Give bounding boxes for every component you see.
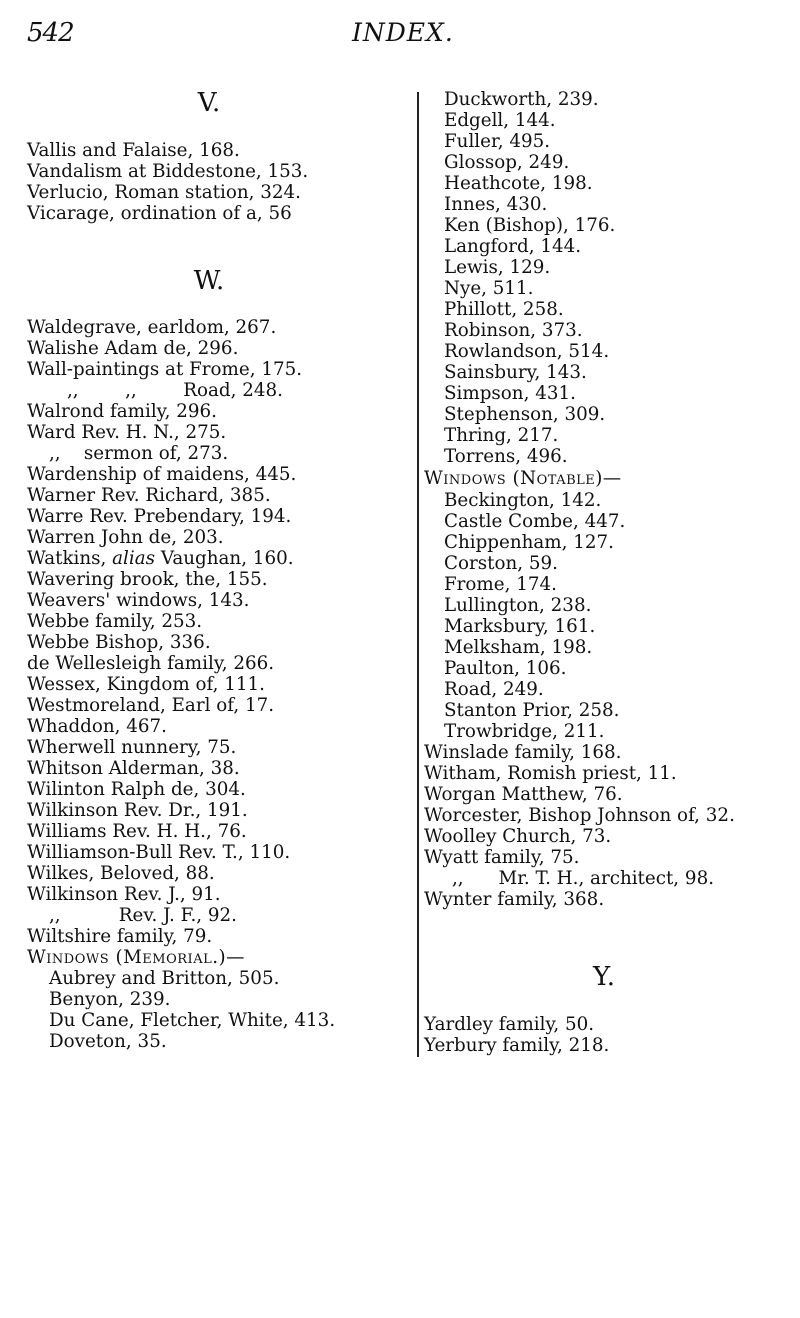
index-entry: Wardenship of maidens, 445. bbox=[27, 464, 297, 485]
index-subentry: Trowbridge, 211. bbox=[444, 721, 605, 742]
index-entry: Woolley Church, 73. bbox=[424, 826, 612, 847]
index-subentry: Stanton Prior, 258. bbox=[444, 700, 620, 721]
index-subentry: Robinson, 373. bbox=[444, 320, 583, 341]
index-entry: Wall-paintings at Frome, 175. bbox=[27, 359, 303, 380]
index-subentry: Lewis, 129. bbox=[444, 257, 551, 278]
index-subentry: Thring, 217. bbox=[444, 425, 559, 446]
index-entry: Wilinton Ralph de, 304. bbox=[27, 779, 246, 800]
index-entry: Whaddon, 467. bbox=[27, 716, 167, 737]
index-entry-ditto: ,, Rev. J. F., 92. bbox=[49, 905, 237, 926]
page-number: 542 bbox=[27, 18, 74, 48]
index-entry: Yerbury family, 218. bbox=[424, 1035, 610, 1056]
index-entry: Wyatt family, 75. bbox=[424, 847, 580, 868]
index-subentry: Road, 249. bbox=[444, 679, 544, 700]
index-entry: de Wellesleigh family, 266. bbox=[27, 653, 275, 674]
index-entry: Wherwell nunnery, 75. bbox=[27, 737, 237, 758]
section-heading-w: W. bbox=[193, 266, 225, 296]
index-entry: Wilkinson Rev. Dr., 191. bbox=[27, 800, 248, 821]
index-subentry: Sainsbury, 143. bbox=[444, 362, 587, 383]
index-subentry: Aubrey and Britton, 505. bbox=[49, 968, 280, 989]
index-subentry: Fuller, 495. bbox=[444, 131, 551, 152]
index-entry: Waldegrave, earldom, 267. bbox=[27, 317, 277, 338]
index-entry: Vicarage, ordination of a, 56 bbox=[27, 203, 292, 224]
index-entry: Webbe family, 253. bbox=[27, 611, 203, 632]
subheading-windows-notable: Windows (Notable)— bbox=[424, 468, 622, 489]
index-entry: Vandalism at Biddestone, 153. bbox=[27, 161, 309, 182]
index-entry: Webbe Bishop, 336. bbox=[27, 632, 211, 653]
section-heading-v: V. bbox=[197, 88, 221, 118]
index-entry: Worgan Matthew, 76. bbox=[424, 784, 623, 805]
index-subentry: Duckworth, 239. bbox=[444, 89, 599, 110]
index-subentry: Rowlandson, 514. bbox=[444, 341, 610, 362]
index-entry: Weavers' windows, 143. bbox=[27, 590, 250, 611]
index-entry: Wilkinson Rev. J., 91. bbox=[27, 884, 221, 905]
index-entry: Walrond family, 296. bbox=[27, 401, 217, 422]
index-entry: Watkins, alias Vaughan, 160. bbox=[27, 548, 294, 569]
index-entry-ditto: ,, Mr. T. H., architect, 98. bbox=[452, 868, 715, 889]
column-divider bbox=[417, 92, 419, 1057]
index-subentry: Marksbury, 161. bbox=[444, 616, 596, 637]
index-entry: Wessex, Kingdom of, 111. bbox=[27, 674, 265, 695]
index-entry: Verlucio, Roman station, 324. bbox=[27, 182, 301, 203]
index-entry: Whitson Alderman, 38. bbox=[27, 758, 240, 779]
index-entry: Witham, Romish priest, 11. bbox=[424, 763, 677, 784]
index-entry: Vallis and Falaise, 168. bbox=[27, 140, 240, 161]
index-subentry: Simpson, 431. bbox=[444, 383, 576, 404]
index-entry: Wavering brook, the, 155. bbox=[27, 569, 268, 590]
index-entry: Wilkes, Beloved, 88. bbox=[27, 863, 215, 884]
subheading-windows-memorial: Windows (Memorial.)— bbox=[27, 947, 245, 968]
index-subentry: Lullington, 238. bbox=[444, 595, 592, 616]
index-subentry: Corston, 59. bbox=[444, 553, 558, 574]
index-subentry: Castle Combe, 447. bbox=[444, 511, 626, 532]
index-entry: Yardley family, 50. bbox=[424, 1014, 595, 1035]
index-subentry: Melksham, 198. bbox=[444, 637, 593, 658]
index-entry: Wiltshire family, 79. bbox=[27, 926, 213, 947]
index-entry: Wynter family, 368. bbox=[424, 889, 605, 910]
index-subentry: Langford, 144. bbox=[444, 236, 582, 257]
index-entry: Winslade family, 168. bbox=[424, 742, 622, 763]
index-entry: Westmoreland, Earl of, 17. bbox=[27, 695, 275, 716]
index-entry: Williamson-Bull Rev. T., 110. bbox=[27, 842, 291, 863]
index-subentry: Chippenham, 127. bbox=[444, 532, 614, 553]
index-subentry: Nye, 511. bbox=[444, 278, 534, 299]
index-subentry: Heathcote, 198. bbox=[444, 173, 593, 194]
index-subentry: Ken (Bishop), 176. bbox=[444, 215, 616, 236]
index-entry: Warre Rev. Prebendary, 194. bbox=[27, 506, 292, 527]
index-entry: Ward Rev. H. N., 275. bbox=[27, 422, 227, 443]
index-entry: Warner Rev. Richard, 385. bbox=[27, 485, 271, 506]
index-subentry: Du Cane, Fletcher, White, 413. bbox=[49, 1010, 336, 1031]
index-subentry: Innes, 430. bbox=[444, 194, 548, 215]
index-entry: Walishe Adam de, 296. bbox=[27, 338, 239, 359]
index-entry-ditto: ,, sermon of, 273. bbox=[49, 443, 229, 464]
index-entry: Warren John de, 203. bbox=[27, 527, 224, 548]
index-subentry: Paulton, 106. bbox=[444, 658, 567, 679]
index-subentry: Doveton, 35. bbox=[49, 1031, 167, 1052]
running-head: INDEX. bbox=[352, 18, 454, 47]
index-subentry: Benyon, 239. bbox=[49, 989, 171, 1010]
section-heading-y: Y. bbox=[592, 962, 616, 992]
index-subentry: Phillott, 258. bbox=[444, 299, 564, 320]
index-subentry: Edgell, 144. bbox=[444, 110, 556, 131]
index-entry: Worcester, Bishop Johnson of, 32. bbox=[424, 805, 735, 826]
index-subentry: Beckington, 142. bbox=[444, 490, 602, 511]
index-entry-ditto: ,, ,, Road, 248. bbox=[67, 380, 283, 401]
index-subentry: Torrens, 496. bbox=[444, 446, 568, 467]
index-subentry: Stephenson, 309. bbox=[444, 404, 606, 425]
index-entry: Williams Rev. H. H., 76. bbox=[27, 821, 247, 842]
index-subentry: Glossop, 249. bbox=[444, 152, 570, 173]
index-subentry: Frome, 174. bbox=[444, 574, 557, 595]
